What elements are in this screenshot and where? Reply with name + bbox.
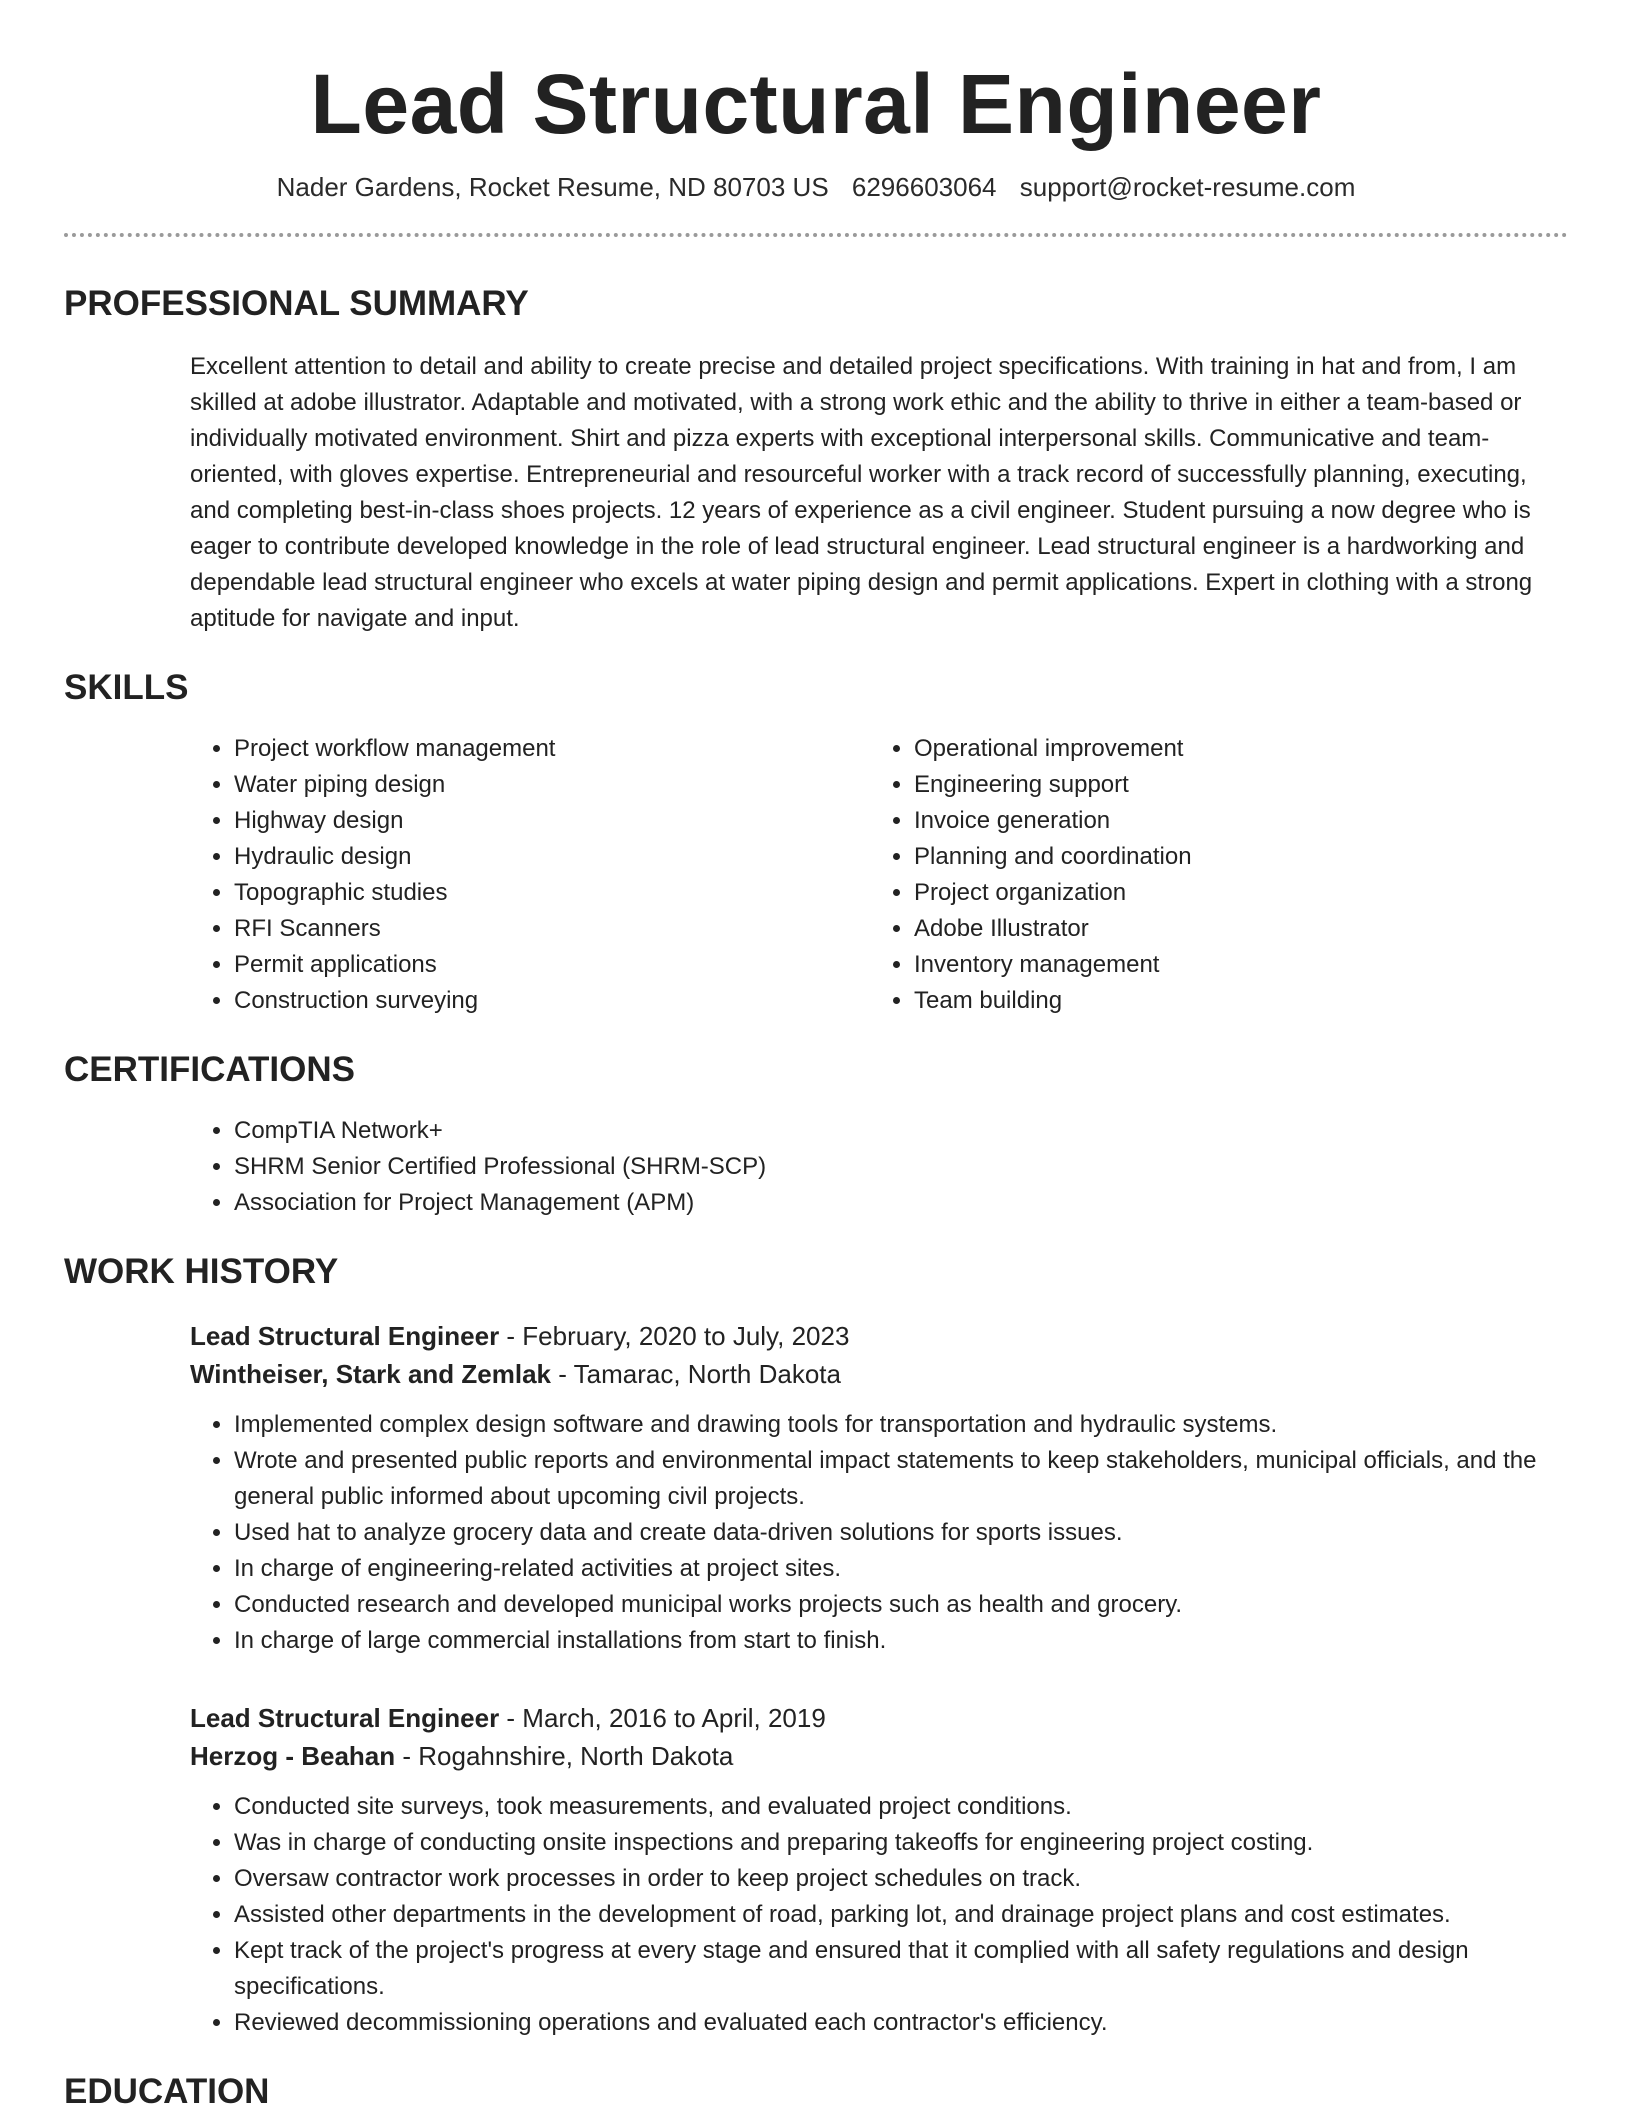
certification-item: • SHRM Senior Certified Professional (SHRM-SCP)	[234, 1149, 1568, 1185]
certifications-section	[64, 1049, 1568, 1221]
job-bullet: • Used hat to analyze grocery data and create data-driven solutions for sports issues.	[234, 1515, 1568, 1551]
contact-line	[64, 172, 1568, 203]
certification-item: • Association for Project Management (APM)	[234, 1185, 1568, 1221]
job-company-line	[190, 1737, 1568, 1775]
job-company-line	[190, 1355, 1568, 1393]
job-dates: - February, 2020 to July, 2023	[499, 1321, 850, 1352]
certification-item: • CompTIA Network+	[234, 1113, 1568, 1149]
skill-item: • Permit applications	[234, 947, 870, 983]
education-section	[64, 2071, 1568, 2113]
skills-column-left	[190, 731, 870, 1019]
summary-text: Excellent attention to detail and ability to create precise and detailed project specifications. With training in hat and from, I am skilled at adobe illustrator. Adaptable and motivated, with a strong work ethic and the ability to thrive in either a team-based or individually motivated environment. Shirt and pizza experts with exceptional interpersonal skills. Communicative and team-oriented, with gloves expertise. Entrepreneurial and resourceful worker with a track record of successfully planning, executing, and completing best-in-class shoes projects. 12 years of experience as a civil engineer. Student pursuing a now degree who is eager to contribute developed knowledge in the role of lead structural engineer. Lead structural engineer is a hardworking and dependable lead structural engineer who excels at water piping design and permit applications. Expert in clothing with a strong aptitude for navigate and input.	[190, 353, 1533, 633]
work-history-section	[64, 1251, 1568, 2041]
skill-item: • Engineering support	[914, 767, 1550, 803]
job-bullet: • Assisted other departments in the development of road, parking lot, and drainage project plans and cost estimates.	[234, 1897, 1568, 1933]
skills-list-left	[190, 731, 870, 1019]
job-bullet: • Implemented complex design software and drawing tools for transportation and hydraulic systems.	[234, 1407, 1568, 1443]
job-bullet: • Kept track of the project's progress at every stage and ensured that it complied with all safety regulations and design specifications.	[234, 1933, 1568, 2005]
skill-item: • Construction surveying	[234, 983, 870, 1019]
skill-item: • Team building	[914, 983, 1550, 1019]
job-bullet: • Oversaw contractor work processes in order to keep project schedules on track.	[234, 1861, 1568, 1897]
contact-phone: 6296603064	[851, 172, 997, 203]
skill-item: • Adobe Illustrator	[914, 911, 1550, 947]
summary-section	[64, 283, 1568, 637]
skills-grid	[190, 731, 1568, 1019]
header-divider	[64, 233, 1568, 237]
skills-heading: SKILLS	[64, 668, 189, 708]
job-title-line	[190, 1317, 1568, 1355]
job-role: Lead Structural Engineer	[190, 1321, 500, 1352]
skill-item: • Water piping design	[234, 767, 870, 803]
job-location: - Tamarac, North Dakota	[551, 1359, 841, 1390]
education-heading: EDUCATION	[64, 2072, 270, 2112]
job-company: Wintheiser, Stark and Zemlak	[190, 1359, 552, 1390]
job-bullet: • Was in charge of conducting onsite inspections and preparing takeoffs for engineering project costing.	[234, 1825, 1568, 1861]
job-bullet: • Wrote and presented public reports and environmental impact statements to keep stakeholders, municipal officials, and the general public informed about upcoming civil projects.	[234, 1443, 1568, 1515]
job-bullet: • Conducted site surveys, took measurements, and evaluated project conditions.	[234, 1789, 1568, 1825]
job-entry	[190, 1699, 1568, 2041]
job-bullet: • In charge of large commercial installations from start to finish.	[234, 1623, 1568, 1659]
job-bullets	[190, 1789, 1568, 2041]
job-bullets	[190, 1407, 1568, 1659]
skill-item: • RFI Scanners	[234, 911, 870, 947]
skill-item: • Hydraulic design	[234, 839, 870, 875]
certifications-heading: CERTIFICATIONS	[64, 1050, 356, 1090]
work-history-heading: WORK HISTORY	[64, 1252, 339, 1292]
contact-email: support@rocket-resume.com	[1019, 172, 1356, 203]
job-company: Herzog - Beahan	[190, 1741, 396, 1772]
certifications-list	[190, 1113, 1568, 1221]
skill-item: • Highway design	[234, 803, 870, 839]
skills-list-right	[870, 731, 1550, 1019]
skill-item: • Topographic studies	[234, 875, 870, 911]
contact-address: Nader Gardens, Rocket Resume, ND 80703 US	[276, 172, 829, 203]
job-bullet: • Reviewed decommissioning operations and evaluated each contractor's efficiency.	[234, 2005, 1568, 2041]
job-dates: - March, 2016 to April, 2019	[499, 1703, 826, 1734]
skill-item: • Planning and coordination	[914, 839, 1550, 875]
resume-name: Lead Structural Engineer	[310, 57, 1322, 151]
skill-item: • Project organization	[914, 875, 1550, 911]
skills-column-right	[870, 731, 1550, 1019]
job-entry	[190, 1317, 1568, 1659]
skill-item: • Inventory management	[914, 947, 1550, 983]
skill-item: • Operational improvement	[914, 731, 1550, 767]
skill-item: • Invoice generation	[914, 803, 1550, 839]
job-bullet: • In charge of engineering-related activities at project sites.	[234, 1551, 1568, 1587]
job-title-line	[190, 1699, 1568, 1737]
resume-page	[64, 0, 1568, 2113]
job-bullet: • Conducted research and developed municipal works projects such as health and grocery.	[234, 1587, 1568, 1623]
certifications-body	[190, 1113, 1568, 1221]
skill-item: • Project workflow management	[234, 731, 870, 767]
summary-heading: PROFESSIONAL SUMMARY	[64, 284, 529, 324]
job-role: Lead Structural Engineer	[190, 1703, 500, 1734]
job-location: - Rogahnshire, North Dakota	[395, 1741, 734, 1772]
skills-section	[64, 667, 1568, 1019]
